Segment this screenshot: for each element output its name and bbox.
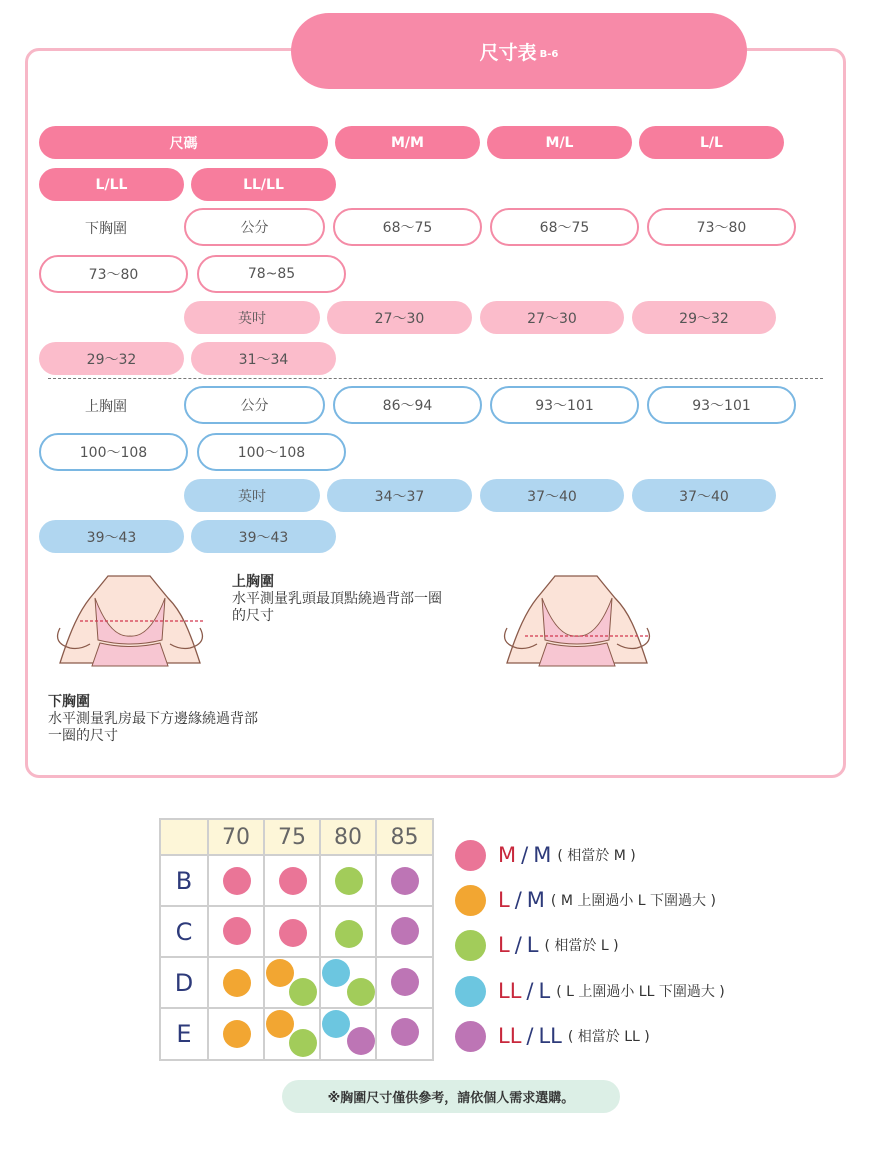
legend-separator: / — [514, 888, 522, 912]
legend-cup: L — [526, 933, 539, 957]
lm-dot — [223, 969, 251, 997]
grid-cell — [209, 958, 265, 1009]
lm-dot — [266, 1010, 294, 1038]
size-header-mm: M/M — [335, 126, 480, 159]
underbust-cm-unit: 公分 — [184, 208, 325, 246]
underbust-cm-value: 78~85 — [197, 255, 346, 293]
grid-cell — [265, 907, 321, 958]
legend-band: LL — [498, 1024, 522, 1048]
legend-band: M — [498, 843, 517, 867]
legend-note: ( 相當於 L ) — [544, 938, 619, 954]
size-header-label: 尺碼 — [39, 126, 328, 159]
size-header-ml: M/L — [487, 126, 632, 159]
mm-dot — [223, 917, 251, 945]
bust-cm-value: 93～101 — [647, 386, 796, 424]
underbust-cm-value: 73～80 — [39, 255, 188, 293]
underbust-inch-value: 27～30 — [480, 301, 624, 334]
grid-cell — [321, 907, 377, 958]
lm-dot — [266, 959, 294, 987]
grid-cell — [377, 958, 432, 1009]
underbust-cm-value: 68～75 — [490, 208, 639, 246]
grid-cell — [321, 958, 377, 1009]
llll-dot — [391, 968, 419, 996]
underbust-description-title: 下胸圍 — [48, 694, 90, 710]
legend-band: L — [498, 888, 510, 912]
grid-row-header: E — [161, 1009, 209, 1059]
bust-inch-value: 39～43 — [191, 520, 336, 553]
ll-dot — [289, 978, 317, 1006]
legend-band: LL — [498, 979, 522, 1003]
legend-separator: / — [521, 843, 529, 867]
underbust-description — [48, 694, 258, 745]
bust-cm-value: 86～94 — [333, 386, 482, 424]
section-divider — [48, 378, 823, 379]
bust-inch-value: 39～43 — [39, 520, 184, 553]
legend-cup: L — [538, 979, 551, 1003]
footer-note: ※胸圍尺寸僅供參考，請依個人需求選購。 — [282, 1080, 620, 1113]
bust-cm-value: 100～108 — [39, 433, 188, 471]
legend-band: L — [498, 933, 510, 957]
legend-cup: M — [533, 843, 552, 867]
grid-col-header: 80 — [321, 820, 377, 856]
underbust-inch-value: 29～32 — [39, 342, 184, 375]
legend-cup: LL — [538, 1024, 562, 1048]
legend-item-lm — [455, 883, 716, 917]
grid-cell — [209, 856, 265, 907]
grid-cell — [265, 856, 321, 907]
underbust-inch-unit: 英吋 — [184, 301, 320, 334]
bust-inch-unit: 英吋 — [184, 479, 320, 512]
grid-row-header: C — [161, 907, 209, 958]
grid-cell — [377, 856, 432, 907]
underbust-label: 下胸圍 — [85, 221, 127, 237]
legend-separator: / — [514, 933, 522, 957]
bust-cm-unit: 公分 — [184, 386, 325, 424]
underbust-inch-value: 29～32 — [632, 301, 776, 334]
grid-cell — [209, 1009, 265, 1059]
legend-item-lll — [455, 974, 725, 1008]
legend-dot — [455, 885, 486, 916]
grid-row-header: D — [161, 958, 209, 1009]
mm-dot — [279, 867, 307, 895]
ll-dot — [335, 920, 363, 948]
bust-cm-value: 93～101 — [490, 386, 639, 424]
ll-dot — [289, 1029, 317, 1057]
llll-dot — [391, 1018, 419, 1046]
title-text: 尺寸表 — [479, 41, 537, 64]
legend-dot — [455, 1021, 486, 1052]
grid-cell — [209, 907, 265, 958]
legend-note: ( 相當於 M ) — [557, 848, 636, 864]
underbust-inch-value: 31～34 — [191, 342, 336, 375]
llll-dot — [391, 917, 419, 945]
legend-item-llll — [455, 1019, 650, 1053]
bust-description-text: 的尺寸 — [232, 608, 274, 624]
bust-inch-value: 34～37 — [327, 479, 472, 512]
size-header-ll: L/L — [639, 126, 784, 159]
legend-note: ( L 上圍過小 LL 下圍過大 ) — [556, 984, 725, 1000]
legend-item-mm — [455, 838, 636, 872]
legend-separator: / — [526, 979, 534, 1003]
bust-cm-value: 100～108 — [197, 433, 346, 471]
grid-col-header: 70 — [209, 820, 265, 856]
grid-cell — [265, 958, 321, 1009]
grid-col-header: 85 — [377, 820, 432, 856]
bust-description-title: 上胸圍 — [232, 574, 274, 590]
bust-label: 上胸圍 — [85, 399, 127, 415]
ll-dot — [347, 978, 375, 1006]
lll-dot — [322, 959, 350, 987]
grid-corner — [161, 820, 209, 856]
bust-inch-value: 37～40 — [480, 479, 624, 512]
grid-row-header: B — [161, 856, 209, 907]
legend-cup: M — [526, 888, 545, 912]
underbust-cm-value: 68～75 — [333, 208, 482, 246]
underbust-inch-value: 27～30 — [327, 301, 472, 334]
legend-dot — [455, 840, 486, 871]
legend-item-ll — [455, 928, 619, 962]
size-chart-title — [291, 13, 747, 89]
bust-inch-value: 37～40 — [632, 479, 776, 512]
llll-dot — [391, 867, 419, 895]
legend-note: ( M 上圍過小 L 下圍過大 ) — [550, 893, 716, 909]
grid-cell — [265, 1009, 321, 1059]
bust-measurement-illustration — [50, 568, 210, 668]
legend-dot — [455, 930, 486, 961]
legend-note: ( 相當於 LL ) — [567, 1029, 650, 1045]
cup-size-grid — [159, 818, 434, 1061]
size-header-lll: L/LL — [39, 168, 184, 201]
grid-cell — [321, 1009, 377, 1059]
grid-cell — [377, 907, 432, 958]
legend-dot — [455, 976, 486, 1007]
underbust-measurement-illustration — [497, 568, 657, 668]
underbust-description-text: 水平測量乳房最下方邊緣繞過背部 — [48, 711, 258, 727]
grid-col-header: 75 — [265, 820, 321, 856]
grid-cell — [377, 1009, 432, 1059]
llll-dot — [347, 1027, 375, 1055]
size-header-llll: LL/LL — [191, 168, 336, 201]
legend-separator: / — [526, 1024, 534, 1048]
bust-description — [232, 574, 442, 625]
ll-dot — [335, 867, 363, 895]
mm-dot — [279, 919, 307, 947]
underbust-cm-value: 73～80 — [647, 208, 796, 246]
lll-dot — [322, 1010, 350, 1038]
underbust-description-text: 一圈的尺寸 — [48, 728, 118, 744]
mm-dot — [223, 867, 251, 895]
title-code: B-6 — [539, 48, 559, 60]
lm-dot — [223, 1020, 251, 1048]
grid-cell — [321, 856, 377, 907]
bust-description-text: 水平測量乳頭最頂點繞過背部一圈 — [232, 591, 442, 607]
